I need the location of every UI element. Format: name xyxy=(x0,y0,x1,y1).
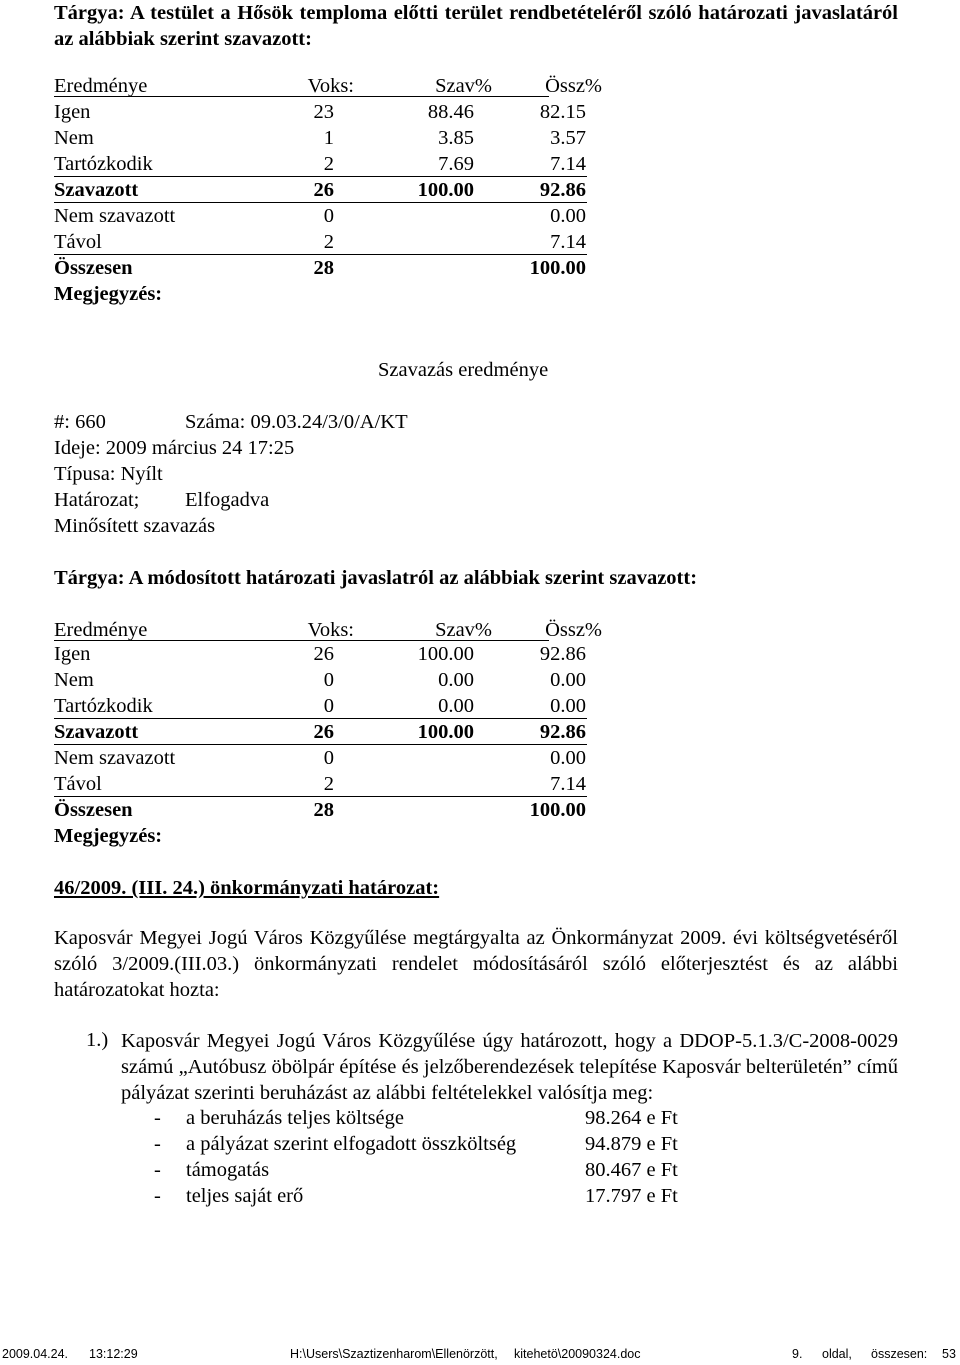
table-row xyxy=(54,694,594,720)
row-votes: 0 xyxy=(323,205,334,227)
table-row xyxy=(54,126,594,152)
block1-header-underline xyxy=(54,96,549,97)
footer-file: kitehetö\20090324.doc xyxy=(514,1347,641,1361)
resolution-title: 46/2009. (III. 24.) önkormányzati határozat: xyxy=(54,877,440,899)
row-ossz: 100.00 xyxy=(529,799,586,821)
row-votes: 23 xyxy=(313,101,334,123)
list-item-label: a beruházás teljes költsége xyxy=(186,1107,405,1129)
row-label: Igen xyxy=(54,101,91,123)
row-votes: 28 xyxy=(313,799,334,821)
table-row xyxy=(54,256,594,282)
row-szav: 88.46 xyxy=(427,101,474,123)
table-row xyxy=(54,204,594,230)
list-item-amount: 80.467 e Ft xyxy=(585,1159,678,1181)
row-underline xyxy=(54,744,587,745)
row-votes: 2 xyxy=(323,153,334,175)
row-szav: 0.00 xyxy=(438,669,474,691)
row-szav: 100.00 xyxy=(417,643,474,665)
list-dash: - xyxy=(154,1107,161,1129)
row-underline xyxy=(54,796,587,797)
row-label: Nem xyxy=(54,669,94,691)
row-votes: 1 xyxy=(323,127,334,149)
list-dash: - xyxy=(154,1133,161,1155)
row-ossz: 7.14 xyxy=(550,773,586,795)
meta-ideje: Ideje: 2009 március 24 17:25 xyxy=(54,437,295,459)
row-ossz: 7.14 xyxy=(550,153,586,175)
resolution-item-number: 1.) xyxy=(86,1029,109,1051)
row-ossz: 0.00 xyxy=(550,205,586,227)
row-votes: 0 xyxy=(323,669,334,691)
row-ossz: 7.14 xyxy=(550,231,586,253)
footer-date: 2009.04.24. xyxy=(2,1347,69,1361)
footer-page: 9. xyxy=(792,1347,803,1361)
list-dash: - xyxy=(154,1159,161,1181)
table-row xyxy=(54,798,594,824)
row-votes: 26 xyxy=(313,179,334,201)
header-ossz: Össz% xyxy=(545,75,602,97)
meta-tipusa: Típusa: Nyílt xyxy=(54,463,163,485)
row-votes: 0 xyxy=(323,747,334,769)
row-szav: 3.85 xyxy=(438,127,474,149)
header-eredmenye: Eredménye xyxy=(54,75,148,97)
row-votes: 2 xyxy=(323,231,334,253)
row-label: Összesen xyxy=(54,799,133,821)
row-ossz: 82.15 xyxy=(539,101,586,123)
meta-hatarozat: Határozat; xyxy=(54,489,140,511)
footer-osszesen: összesen: xyxy=(871,1347,928,1361)
table-row xyxy=(54,772,594,798)
table-row xyxy=(54,152,594,178)
table-row xyxy=(54,230,594,256)
table-row xyxy=(54,746,594,772)
row-label: Szavazott xyxy=(54,179,139,201)
resolution-intro: Kaposvár Megyei Jogú Város Közgyűlése megtárgyalta az Önkormányzat 2009. évi költségvetéséről szóló 3/2009.(III.03.) önkormányzati rendelet módosításáról szóló előterjesztést és az alábbi határozatokat hozta: xyxy=(54,927,898,1001)
row-underline xyxy=(54,202,587,203)
row-underline xyxy=(54,254,587,255)
row-szav: 7.69 xyxy=(438,153,474,175)
row-label: Összesen xyxy=(54,257,133,279)
row-label: Nem szavazott xyxy=(54,205,176,227)
list-item-amount: 17.797 e Ft xyxy=(585,1185,678,1207)
row-label: Tartózkodik xyxy=(54,695,153,717)
list-item-amount: 94.879 e Ft xyxy=(585,1133,678,1155)
resolution-item-text: Kaposvár Megyei Jogú Város Közgyűlése úgy határozott, hogy a DDOP-5.1.3/C-2008-0029 számú „Autóbusz öbölpár építése és jelzőberendezések telepítése Kaposvár belterületén” című pályázat szerinti beruházást az alábbi feltételekkel valósítja meg: xyxy=(121,1030,898,1104)
row-label: Tartózkodik xyxy=(54,153,153,175)
list-item-label: teljes saját erő xyxy=(186,1185,304,1207)
table-row xyxy=(54,668,594,694)
meta-number: #: 660 xyxy=(54,411,106,433)
row-votes: 0 xyxy=(323,695,334,717)
table-row xyxy=(54,178,594,204)
meta-szama: Száma: 09.03.24/3/0/A/KT xyxy=(185,411,408,433)
table-row xyxy=(54,100,594,126)
row-label: Igen xyxy=(54,643,91,665)
list-dash: - xyxy=(154,1185,161,1207)
block2-subject: Tárgya: A módosított határozati javaslatról az alábbiak szerint szavazott: xyxy=(54,567,698,589)
row-szav: 0.00 xyxy=(438,695,474,717)
list-item-amount: 98.264 e Ft xyxy=(585,1107,678,1129)
footer-time: 13:12:29 xyxy=(89,1347,138,1361)
row-ossz: 92.86 xyxy=(539,643,586,665)
row-ossz: 0.00 xyxy=(550,695,586,717)
row-ossz: 0.00 xyxy=(550,669,586,691)
header-voks: Voks: xyxy=(307,75,354,97)
block2-note: Megjegyzés: xyxy=(54,825,163,847)
row-underline xyxy=(54,176,587,177)
row-votes: 28 xyxy=(313,257,334,279)
row-label: Távol xyxy=(54,231,102,253)
row-underline xyxy=(54,718,587,719)
row-votes: 2 xyxy=(323,773,334,795)
header-voks: Voks: xyxy=(307,619,354,641)
meta-minositett: Minősített szavazás xyxy=(54,515,216,537)
row-ossz: 0.00 xyxy=(550,747,586,769)
header-szav: Szav% xyxy=(435,75,492,97)
row-votes: 26 xyxy=(313,643,334,665)
block1-subject: Tárgya: A testület a Hősök temploma előtti terület rendbetételéről szóló határozati javaslatáról az alábbiak szerint szavazott: xyxy=(54,2,898,50)
row-label: Nem xyxy=(54,127,94,149)
row-ossz: 3.57 xyxy=(550,127,586,149)
footer-oldal: oldal, xyxy=(822,1347,852,1361)
block1-note: Megjegyzés: xyxy=(54,283,163,305)
row-votes: 26 xyxy=(313,721,334,743)
header-ossz: Össz% xyxy=(545,619,602,641)
row-ossz: 92.86 xyxy=(539,179,586,201)
row-ossz: 92.86 xyxy=(539,721,586,743)
header-szav: Szav% xyxy=(435,619,492,641)
row-szav: 100.00 xyxy=(417,179,474,201)
row-label: Szavazott xyxy=(54,721,139,743)
footer-path: H:\Users\Szaztizenharom\Ellenörzött, xyxy=(290,1347,498,1361)
header-eredmenye: Eredménye xyxy=(54,619,148,641)
meta-elfogadva: Elfogadva xyxy=(185,489,270,511)
footer-total: 53 xyxy=(942,1347,956,1361)
row-szav: 100.00 xyxy=(417,721,474,743)
row-ossz: 100.00 xyxy=(529,257,586,279)
table-row xyxy=(54,720,594,746)
list-item-label: támogatás xyxy=(186,1159,270,1181)
block2-header-underline xyxy=(54,640,549,641)
row-label: Távol xyxy=(54,773,102,795)
list-item-label: a pályázat szerint elfogadott összköltség xyxy=(186,1133,517,1155)
row-label: Nem szavazott xyxy=(54,747,176,769)
section-title: Szavazás eredménye xyxy=(378,359,549,381)
table-row xyxy=(54,642,594,668)
